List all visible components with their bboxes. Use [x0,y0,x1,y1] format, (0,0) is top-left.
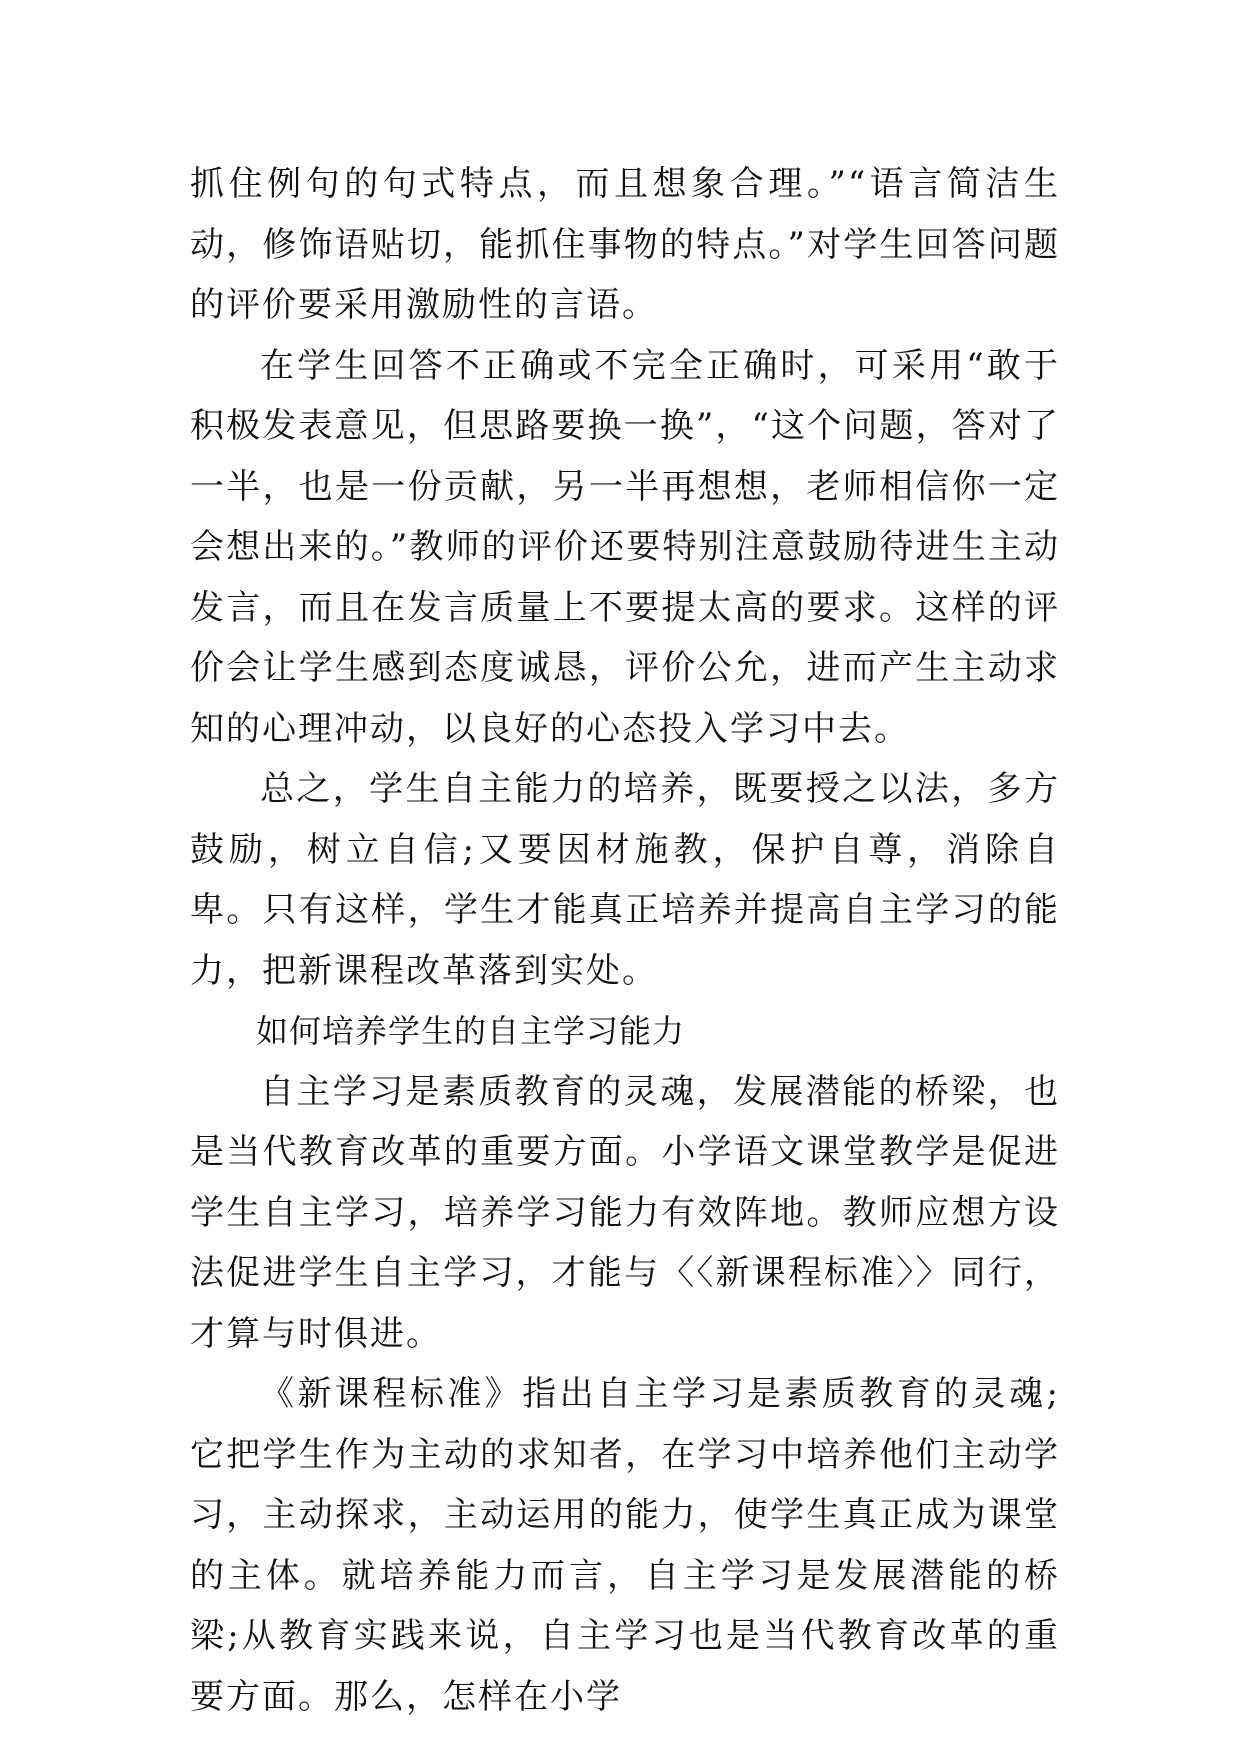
paragraph-evaluation: 在学生回答不正确或不完全正确时，可采用“敢于积极发表意见，但思路要换一换”，“这个问题，答对了一半，也是一份贡献，另一半再想想，老师相信你一定会想出来的。”教师的评价还要特别注意鼓励待进生主动发言，而且在发言质量上不要提太高的要求。这样的评价会让学生感到态度诚恳，评价公允，进而产生主动求知的心理冲动，以良好的心态投入学习中去。 [190,345,1060,749]
document-body [190,154,1060,1727]
paragraph-continuation: 抓住例句的句式特点，而且想象合理。”“语言简洁生动，修饰语贴切，能抓住事物的特点。”对学生回答问题的评价要采用激励性的言语。 [190,164,1060,325]
section-heading: 如何培养学生的自主学习能力 [256,1012,686,1050]
paragraph-standard: 《新课程标准》指出自主学习是素质教育的灵魂;它把学生作为主动的求知者，在学习中培养他们主动学习，主动探求，主动运用的能力，使学生真正成为课堂的主体。就培养能力而言，自主学习是发展潜能的桥梁;从教育实践来说，自主学习也是当代教育改革的重要方面。那么，怎样在小学 [190,1374,1060,1717]
paragraph-conclusion: 总之，学生自主能力的培养，既要授之以法，多方鼓励，树立自信;又要因材施教，保护自尊，消除自卑。只有这样，学生才能真正培养并提高自主学习的能力，把新课程改革落到实处。 [190,769,1060,991]
paragraph-intro: 自主学习是素质教育的灵魂，发展潜能的桥梁，也是当代教育改革的重要方面。小学语文课堂教学是促进学生自主学习，培养学习能力有效阵地。教师应想方设法促进学生自主学习，才能与〈〈新课程标准〉〉同行，才算与时俱进。 [190,1071,1060,1354]
